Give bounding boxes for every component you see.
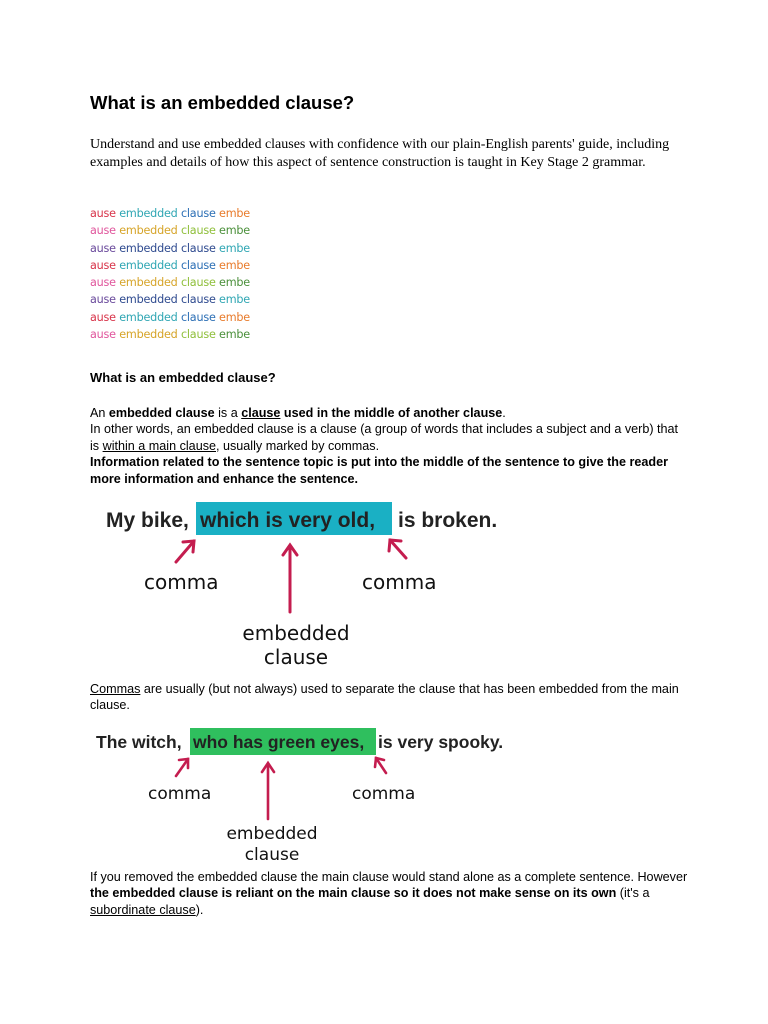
explanation-text: , usually marked by commas. — [216, 438, 380, 453]
definition-paragraph — [90, 405, 690, 487]
label-embedded: embedded — [226, 824, 318, 844]
pattern-word: clause — [180, 207, 220, 220]
section-heading: What is an embedded clause? — [90, 370, 276, 385]
arrow-left — [176, 759, 188, 776]
arrow-left — [176, 541, 194, 562]
definition-text: . — [502, 406, 506, 420]
pattern-word: embe — [219, 328, 250, 341]
label-comma-right: comma — [352, 784, 416, 804]
sentence-before: The witch, — [96, 732, 182, 752]
commas-paragraph — [90, 681, 690, 714]
pattern-word: embe — [219, 207, 250, 220]
sentence-highlight: which is very old, — [200, 509, 376, 532]
definition-text: is a — [214, 406, 242, 420]
pattern-word: embedded — [119, 293, 181, 307]
definition-text-bold: used in the middle of another clause — [280, 406, 503, 420]
pattern-word: embedded — [119, 258, 181, 272]
label-comma-left: comma — [148, 784, 212, 804]
sentence-after: is broken. — [398, 509, 498, 532]
page-title: What is an embedded clause? — [90, 92, 355, 113]
closing-text: If you removed the embedded clause the main clause would stand alone as a complete sentence. However — [90, 870, 688, 884]
pattern-word: embedded — [119, 276, 181, 290]
clause-link[interactable]: clause — [241, 406, 281, 420]
main-clause-link[interactable]: within a main clause — [102, 438, 216, 453]
pattern-word: ause — [90, 310, 120, 324]
pattern-row — [90, 326, 268, 341]
pattern-word: embedded — [119, 310, 181, 324]
commas-text: are usually (but not always) used to separate the clause that has been embedded from the main clause. — [90, 682, 679, 713]
pattern-row — [90, 309, 268, 326]
closing-text-bold: the embedded clause is reliant on the main clause so it does not make sense on its own — [90, 886, 617, 901]
pattern-word: embe — [219, 258, 250, 272]
pattern-word: embe — [219, 293, 250, 307]
definition-term: embedded clause — [108, 406, 215, 420]
pattern-word: ause — [90, 328, 120, 341]
label-comma-left: comma — [144, 570, 219, 594]
pattern-word: clause — [180, 241, 220, 255]
label-embedded: embedded — [242, 621, 350, 645]
intro-paragraph: Understand and use embedded clauses with confidence with our plain-English parents' guide, including examples and details of how this aspect of sentence construction is taught in Key Stage 2 grammar. — [90, 137, 670, 170]
definition-text: An — [90, 406, 109, 420]
pattern-word: ause — [90, 207, 120, 220]
sentence-after: is very spooky. — [378, 732, 504, 752]
pattern-row — [90, 240, 268, 257]
pattern-word: clause — [180, 224, 220, 238]
witch-sentence-diagram — [90, 726, 520, 866]
explanation-text: In other words, an embedded clause is a clause (a group of words that includes a subject and a verb) that is — [90, 422, 679, 453]
pattern-word: embedded — [119, 328, 181, 341]
pattern-word: embe — [219, 241, 250, 255]
pattern-word: embe — [219, 310, 250, 324]
pattern-word: clause — [180, 310, 220, 324]
pattern-word: ause — [90, 258, 120, 272]
pattern-word: ause — [90, 276, 120, 290]
pattern-word: clause — [180, 258, 220, 272]
sentence-highlight: who has green eyes, — [193, 732, 365, 752]
bike-sentence-diagram — [90, 500, 510, 672]
pattern-word: clause — [180, 276, 220, 290]
pattern-word: embedded — [119, 241, 181, 255]
pattern-row — [90, 222, 268, 239]
closing-text: (it's a — [616, 886, 650, 901]
info-text-bold: Information related to the sentence topic is put into the middle of the sentence to give the reader more information and enhance the sentence. — [90, 455, 668, 486]
pattern-word: embe — [219, 276, 250, 290]
pattern-word: embe — [219, 224, 250, 238]
closing-text: ). — [195, 902, 204, 917]
commas-link[interactable]: Commas — [90, 682, 141, 696]
pattern-word: ause — [90, 241, 120, 255]
label-clause: clause — [244, 845, 300, 865]
pattern-word: embedded — [119, 224, 181, 238]
embedded-clause-pattern-image — [90, 205, 268, 341]
label-comma-right: comma — [362, 570, 437, 594]
pattern-word: clause — [180, 293, 220, 307]
pattern-row — [90, 291, 268, 308]
label-clause: clause — [263, 645, 329, 669]
pattern-row — [90, 257, 268, 274]
pattern-row — [90, 205, 268, 222]
closing-paragraph — [90, 869, 690, 918]
pattern-word: ause — [90, 293, 120, 307]
sentence-before: My bike, — [106, 509, 189, 532]
arrow-right — [390, 540, 406, 558]
pattern-word: ause — [90, 224, 120, 238]
subordinate-clause-link[interactable]: subordinate clause — [90, 902, 196, 917]
pattern-word: embedded — [119, 207, 181, 220]
pattern-word: clause — [180, 328, 220, 341]
pattern-row — [90, 274, 268, 291]
